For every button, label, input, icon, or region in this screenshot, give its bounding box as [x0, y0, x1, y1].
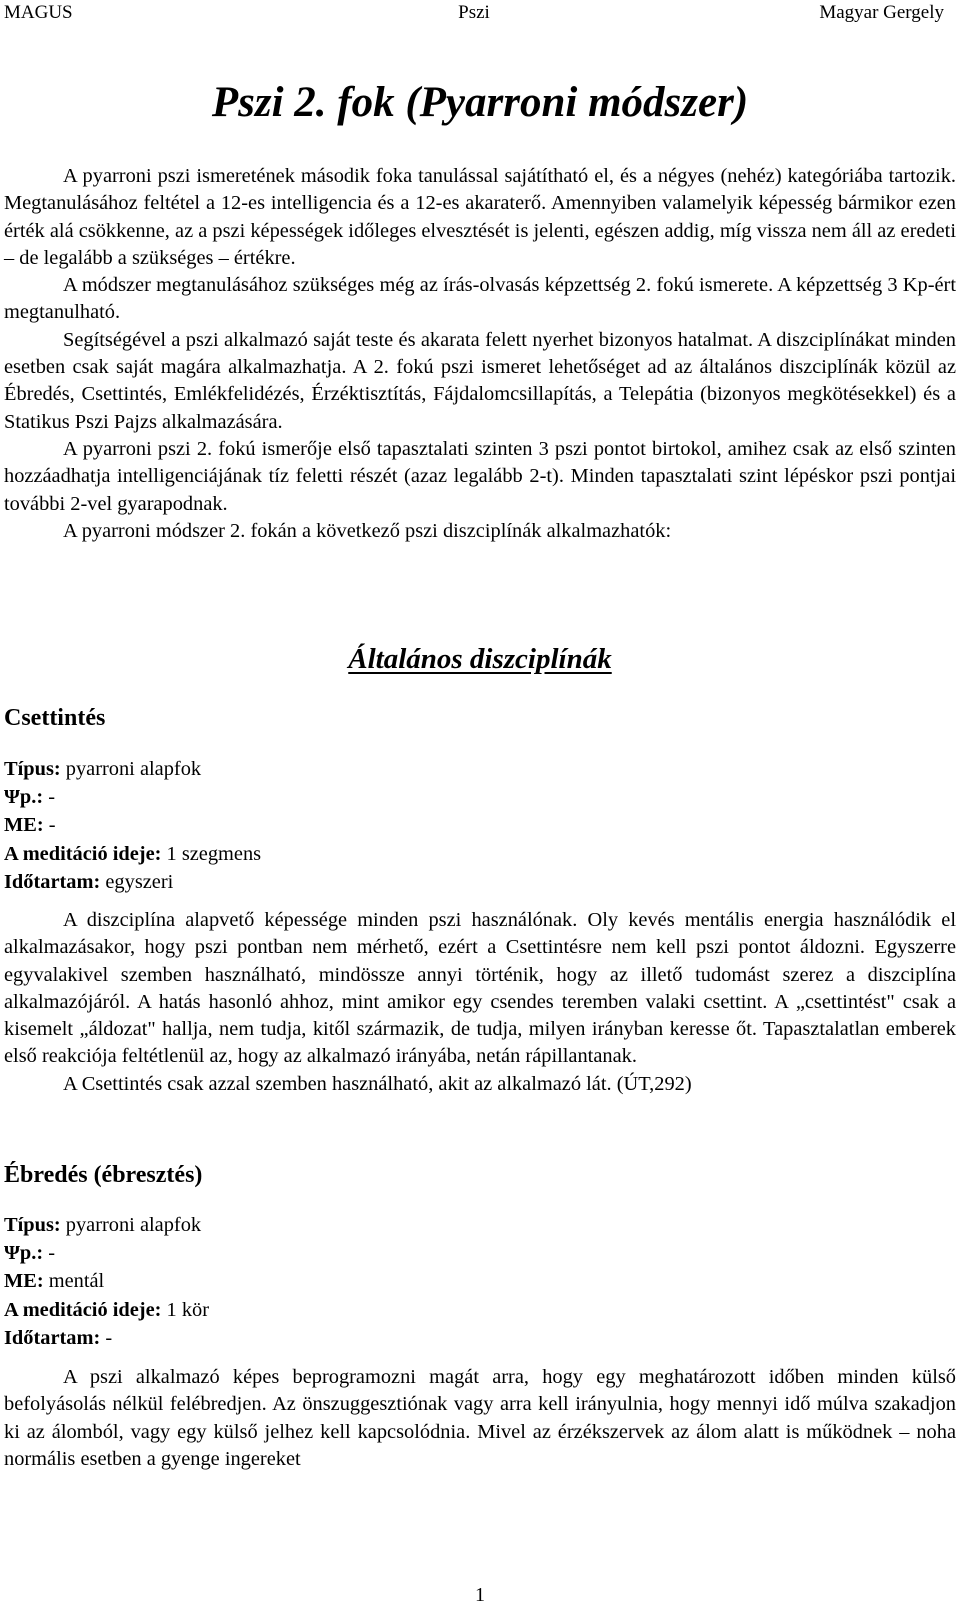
attr-label: ME: — [4, 814, 44, 837]
intro-section — [4, 163, 956, 545]
intro-paragraph: A pyarroni pszi ismeretének második foka tanulással sajátítható el, és a négyes (nehéz) kategóriába tartozik. Megtanulásához feltétel a 12-es intelligencia és a 12-es akaraterő. Amennyiben valamelyik képesség bármikor ezen érték alá csökkenne, az a pszi képességek időleges elvesztését is jelenti, egészen addig, míg vissza nem áll az eredeti – de legalább a szükséges – értékre. — [4, 165, 956, 269]
attr-duration — [4, 1324, 209, 1352]
attr-label: Típus: — [4, 1214, 61, 1236]
attr-me — [4, 811, 261, 839]
page-number: 1 — [475, 1584, 485, 1606]
discipline-paragraph: A Csettintés csak azzal szemben használható, akit az alkalmazó lát. (ÚT,292) — [63, 1072, 692, 1095]
discipline-paragraph: A pszi alkalmazó képes beprogramozni magát arra, hogy egy meghatározott időben minden külső befolyásolás nélkül felébredjen. Az önszuggesztiónak vagy arra kell irányulnia, hogy mennyi idő múlva szakadjon ki az álomból, vagy egy külső jelhez kell kapcsolódnia. Mivel az érzékszervek az álom alatt is működnek – noha normális esetben a gyenge ingereket — [4, 1366, 956, 1470]
attr-meditation-time — [4, 840, 261, 868]
attr-meditation-time — [4, 1296, 209, 1324]
attr-duration — [4, 868, 261, 896]
attr-me — [4, 1267, 209, 1295]
intro-paragraph: A pyarroni módszer 2. fokán a következő pszi diszciplínák alkalmazhatók: — [63, 519, 672, 542]
attr-label: Időtartam: — [4, 870, 101, 893]
attr-value: - — [100, 1326, 113, 1349]
attr-value: - — [43, 786, 56, 809]
attr-value: egyszeri — [100, 870, 174, 893]
discipline-paragraph: A diszciplína alapvető képessége minden pszi használónak. Oly kevés mentális energia használódik el alkalmazásakor, hogy pszi pontban nem mérhető, ezért a Csettintésre nem kell pszi pontot áldozni. Egyszerre egyvalakivel szemben használható, mindössze annyi történik, hogy az illető tudomást szerez a diszciplína alkalmazójáról. A hatás hasonló ahhoz, mint amikor egy csendes teremben valaki csettint. A „csettintést" csak a kisemelt „áldozat" hallja, nem tudja, kitől származik, de tudja, milyen irányban keresse őt. Tapasztalatlan emberek első reakciója feltétlenül az, hogy az alkalmazó irányába, netán rápillantanak. — [4, 909, 956, 1068]
attr-label: Típus: — [4, 758, 61, 780]
attr-type — [4, 1211, 209, 1239]
attr-label: Időtartam: — [4, 1326, 101, 1349]
intro-paragraph: Segítségével a pszi alkalmazó saját teste és akarata felett nyerhet bizonyos hatalmat. A diszciplínákat minden esetben csak saját magára alkalmazhatja. A 2. fokú pszi ismeret lehetőséget ad az általános diszciplínák közül az Ébredés, Csettintés, Emlékfelidézés, Érzéktisztítás, Fájdalomcsillapítás, a Telepátia (bizonyos megkötésekkel) és a Statikus Pszi Pajzs alkalmazására. — [4, 328, 956, 433]
attr-value: - — [43, 1242, 56, 1265]
attr-value: mentál — [43, 1270, 105, 1293]
discipline-description — [4, 907, 956, 1098]
discipline-attributes — [4, 1211, 209, 1352]
header-center: Pszi — [458, 2, 490, 23]
attr-label: Ψp.: — [4, 786, 44, 809]
attr-label: Ψp.: — [4, 1242, 44, 1265]
attr-label: ME: — [4, 1270, 44, 1293]
attr-value: - — [43, 814, 56, 837]
discipline-title: Csettintés — [4, 705, 106, 731]
discipline-title: Ébredés (ébresztés) — [4, 1162, 203, 1188]
attr-value: pyarroni alapfok — [60, 758, 202, 780]
attr-psi-points — [4, 783, 261, 811]
attr-psi-points — [4, 1239, 209, 1267]
attr-label: A meditáció ideje: — [4, 842, 162, 865]
attr-value: 1 szegmens — [161, 842, 262, 865]
discipline-attributes — [4, 755, 261, 896]
attr-value: 1 kör — [161, 1298, 209, 1321]
header-right: Magyar Gergely — [819, 2, 944, 23]
section-heading: Általános diszciplínák — [348, 643, 612, 675]
attr-value: pyarroni alapfok — [60, 1214, 202, 1236]
header-left: MAGUS — [4, 2, 73, 23]
attr-type — [4, 755, 261, 783]
page-title: Pszi 2. fok (Pyarroni módszer) — [211, 79, 749, 126]
page-header — [4, 2, 944, 28]
intro-paragraph: A módszer megtanulásához szükséges még az írás-olvasás képzettség 2. fokú ismerete. A képzettség 3 Kp-ért megtanulható. — [4, 274, 956, 324]
intro-paragraph: A pyarroni pszi 2. fokú ismerője első tapasztalati szinten 3 pszi pontot birtokol, amihez csak az első szinten hozzáadhatja intelligenciájának tíz feletti részét (azaz legalább 2-t). Minden tapasztalati szint lépéskor pszi pontjai további 2-vel gyarapodnak. — [4, 437, 956, 515]
attr-label: A meditáció ideje: — [4, 1298, 162, 1321]
discipline-description — [4, 1364, 956, 1473]
